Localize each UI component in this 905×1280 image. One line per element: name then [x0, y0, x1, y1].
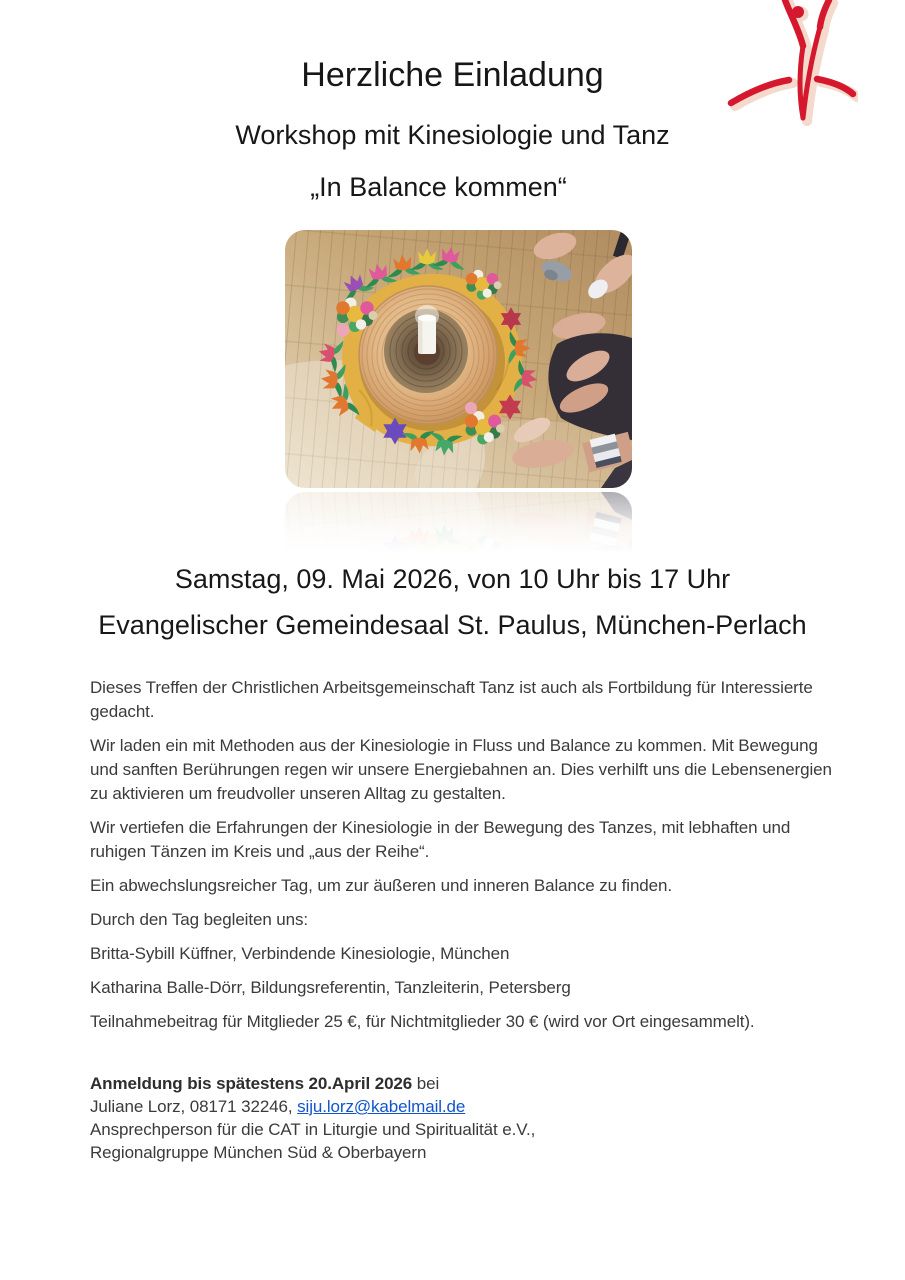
- registration-block: [90, 1072, 832, 1164]
- page-motto: „In Balance kommen“: [310, 172, 567, 202]
- body-paragraph-leader: Britta-Sybill Küffner, Verbindende Kinesiologie, München: [90, 944, 510, 963]
- page-subtitle: Workshop mit Kinesiologie und Tanz: [235, 120, 670, 150]
- body-text: [90, 676, 832, 1044]
- body-paragraph: Ein abwechslungsreicher Tag, um zur äußeren und inneren Balance zu finden.: [90, 876, 672, 895]
- event-location: Evangelischer Gemeindesaal St. Paulus, München-Perlach: [98, 610, 807, 640]
- registration-deadline: [90, 1072, 832, 1095]
- registration-deadline-rest: bei: [412, 1074, 440, 1093]
- photo-reflection: [285, 492, 632, 556]
- registration-deadline-bold: Anmeldung bis spätestens 20.April 2026: [90, 1074, 413, 1093]
- registration-contact-prefix: Juliane Lorz, 08171 32246,: [90, 1097, 298, 1116]
- event-datetime: Samstag, 09. Mai 2026, von 10 Uhr bis 17 Uhr: [174, 564, 731, 594]
- body-paragraph: Durch den Tag begleiten uns:: [90, 910, 309, 929]
- registration-contact: [90, 1095, 832, 1118]
- body-paragraph: Wir vertiefen die Erfahrungen der Kinesiologie in der Bewegung des Tanzes, mit lebhaften und ruhigen Tänzen im Kreis und „aus der Reihe“.: [90, 818, 791, 861]
- email-link[interactable]: siju.lorz@kabelmail.de: [297, 1097, 466, 1116]
- body-paragraph: Dieses Treffen der Christlichen Arbeitsgemeinschaft Tanz ist auch als Fortbildung für Interessierte gedacht.: [90, 678, 813, 721]
- workshop-photo: [285, 230, 632, 488]
- body-paragraph-leader: Katharina Balle-Dörr, Bildungsreferentin, Tanzleiterin, Petersberg: [90, 978, 571, 997]
- body-paragraph-fee: Teilnahmebeitrag für Mitglieder 25 €, für Nichtmitglieder 30 € (wird vor Ort eingesammelt).: [90, 1012, 755, 1031]
- registration-group: Regionalgruppe München Süd & Oberbayern: [90, 1143, 427, 1162]
- registration-role: Ansprechperson für die CAT in Liturgie und Spiritualität e.V.,: [90, 1120, 536, 1139]
- body-paragraph: Wir laden ein mit Methoden aus der Kinesiologie in Fluss und Balance zu kommen. Mit Bewegung und sanften Berührungen regen wir unsere Energiebahnen an. Dies verhilft uns die Lebensenergien zu aktivieren um freudvoller unseren Alltag zu gestalten.: [90, 736, 832, 803]
- page-title: Herzliche Einladung: [301, 56, 604, 94]
